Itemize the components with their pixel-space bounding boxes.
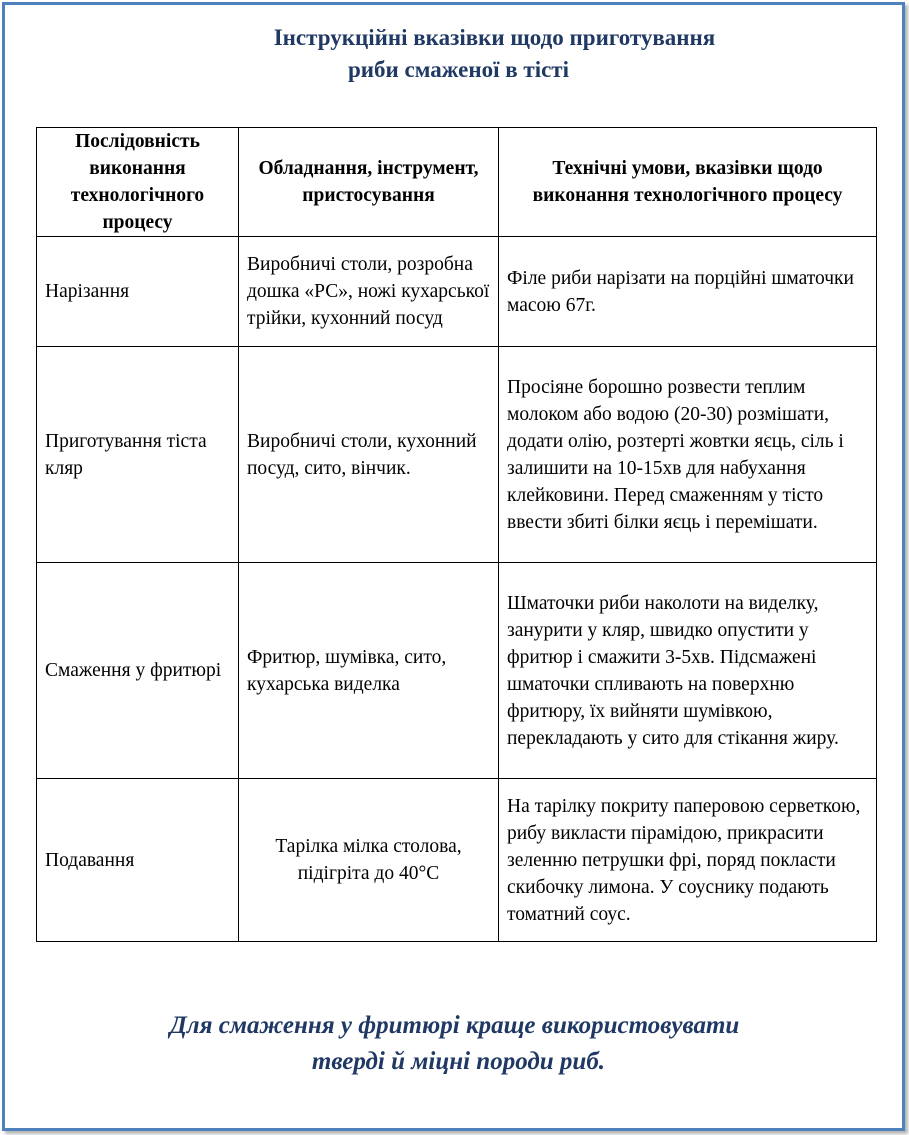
table-row [37, 779, 877, 942]
instructions-cell: На тарілку покриту паперовою серветкою, рибу викласти пірамідою, прикрасити зеленню петрушки фрі, поряд покласти скибочку лимона. У соуснику подають томатний соус. [499, 779, 877, 942]
step-cell: Смаження у фритюрі [37, 563, 239, 779]
step-cell: Нарізання [37, 237, 239, 347]
table-row [37, 563, 877, 779]
header-equipment: Обладнання, інструмент, пристосування [239, 128, 499, 237]
table-header-row [37, 128, 877, 237]
recipe-table [36, 127, 877, 942]
title-line-2: риби смаженої в тісті [348, 57, 569, 82]
table-row [37, 237, 877, 347]
equipment-cell: Виробничі столи, розробна дошка «РС», ножі кухарської трійки, кухонний посуд [239, 237, 499, 347]
equipment-cell: Тарілка мілка столова, підігріта до 40°С [239, 779, 499, 942]
table-row [37, 347, 877, 563]
instructions-cell: Просіяне борошно розвести теплим молоком або водою (20-30) розмішати, додати олію, розтерті жовтки яєць, сіль і залишити на 10-15хв для набухання клейковини. Перед смаженням у тісто ввести збиті білки яєць і перемішати. [499, 347, 877, 563]
equipment-cell: Виробничі столи, кухонний посуд, сито, вінчик. [239, 347, 499, 563]
instructions-cell: Філе риби нарізати на порційні шматочки масою 67г. [499, 237, 877, 347]
document-title [0, 22, 909, 86]
step-cell: Приготування тіста кляр [37, 347, 239, 563]
header-process-step: Послідовність виконання технологічного процесу [37, 128, 239, 237]
note-line-1: Для смаження у фритюрі краще використовувати [169, 1012, 740, 1039]
title-line-1: Інструкційні вказівки щодо приготування [273, 25, 716, 50]
equipment-cell: Фритюр, шумівка, сито, кухарська виделка [239, 563, 499, 779]
step-cell: Подавання [37, 779, 239, 942]
header-instructions: Технічні умови, вказівки щодо виконання технологічного процесу [499, 128, 877, 237]
instructions-cell: Шматочки риби наколоти на виделку, занурити у кляр, швидко опустити у фритюр і смажити 3-5хв. Підсмажені шматочки спливають на поверхню фритюру, їх вийняти шумівкою, перекладають у сито для стікання жиру. [499, 563, 877, 779]
note-line-2: тверді й міцні породи риб. [311, 1048, 606, 1075]
footer-note [0, 1008, 909, 1080]
